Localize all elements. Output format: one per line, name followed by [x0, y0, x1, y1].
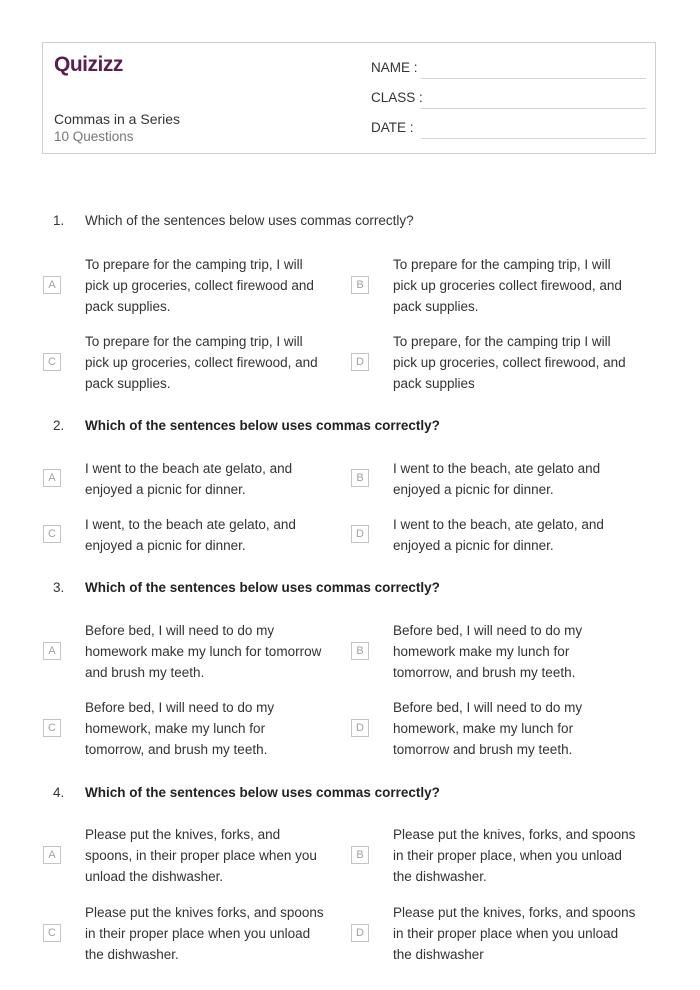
option-text-line: in their proper place when you unload — [393, 926, 619, 941]
option-d-marker[interactable]: D — [351, 525, 369, 543]
option-text-line: Please put the knives, forks, and spoons — [393, 827, 636, 842]
option-text-line: enjoyed a picnic for dinner. — [393, 538, 554, 553]
option-b-marker[interactable]: B — [351, 276, 369, 294]
option-text-line: pick up groceries, collect firewood, and — [85, 355, 318, 370]
option-text-line: tomorrow and brush my teeth. — [393, 742, 573, 757]
option-text-line: Please put the knives forks, and spoons — [85, 905, 324, 920]
option-text-line: To prepare, for the camping trip I will — [393, 334, 611, 349]
option-c-marker[interactable]: C — [43, 525, 61, 543]
option-text-line: homework, make my lunch for — [393, 721, 574, 736]
option-d-text — [393, 902, 635, 965]
question-number: 1. — [53, 213, 65, 228]
option-text-line: To prepare for the camping trip, I will — [393, 257, 611, 272]
option-text-line: Before bed, I will need to do my — [393, 623, 583, 638]
option-text-line: pick up groceries, collect firewood, and — [393, 355, 626, 370]
option-text-line: the dishwasher — [393, 947, 484, 962]
option-text-line: homework, make my lunch for — [85, 721, 266, 736]
option-text-line: unload the dishwasher. — [85, 869, 224, 884]
question-text: Which of the sentences below uses commas correctly? — [85, 213, 414, 228]
option-b-marker[interactable]: B — [351, 469, 369, 487]
quizizz-logo: Quizizz — [54, 53, 123, 76]
question-text: Which of the sentences below uses commas correctly? — [85, 785, 440, 800]
option-text-line: I went, to the beach ate gelato, and — [85, 517, 296, 532]
option-b-marker[interactable]: B — [351, 642, 369, 660]
option-text-line: enjoyed a picnic for dinner. — [85, 482, 246, 497]
question-number: 2. — [53, 418, 65, 433]
option-d-text — [393, 331, 626, 394]
option-text-line: Please put the knives, forks, and spoons — [393, 905, 636, 920]
date-field[interactable] — [421, 138, 646, 139]
option-text-line: pack supplies. — [85, 376, 171, 391]
option-a-text — [85, 824, 317, 887]
class-label: CLASS : — [371, 90, 423, 105]
option-b-text — [393, 824, 635, 887]
option-text-line: in their proper place when you unload — [85, 926, 311, 941]
name-field[interactable] — [421, 78, 646, 79]
option-a-text — [85, 458, 292, 500]
option-c-text — [85, 697, 274, 760]
option-text-line: To prepare for the camping trip, I will — [85, 257, 303, 272]
worksheet-title: Commas in a Series — [54, 111, 181, 127]
option-c-marker[interactable]: C — [43, 924, 61, 942]
date-label: DATE : — [371, 120, 414, 135]
question-number: 3. — [53, 580, 65, 595]
option-b-text — [393, 620, 582, 683]
option-text-line: enjoyed a picnic for dinner. — [393, 482, 554, 497]
option-a-text — [85, 254, 314, 317]
option-d-text — [393, 514, 604, 556]
option-text-line: Before bed, I will need to do my — [85, 700, 275, 715]
option-text-line: Please put the knives, forks, and — [85, 827, 281, 842]
worksheet-header — [42, 42, 656, 154]
option-c-text — [85, 514, 296, 556]
option-a-text — [85, 620, 321, 683]
option-text-line: tomorrow, and brush my teeth. — [85, 742, 268, 757]
option-a-marker[interactable]: A — [43, 642, 61, 660]
option-text-line: homework make my lunch for tomorrow — [85, 644, 322, 659]
option-text-line: and brush my teeth. — [85, 665, 205, 680]
option-d-marker[interactable]: D — [351, 924, 369, 942]
option-d-marker[interactable]: D — [351, 353, 369, 371]
option-text-line: the dishwasher. — [85, 947, 179, 962]
option-text-line: pack supplies. — [85, 299, 171, 314]
option-c-marker[interactable]: C — [43, 353, 61, 371]
option-a-marker[interactable]: A — [43, 469, 61, 487]
option-text-line: pack supplies — [393, 376, 475, 391]
name-label: NAME : — [371, 60, 418, 75]
option-c-text — [85, 902, 324, 965]
option-b-text — [393, 254, 622, 317]
option-a-marker[interactable]: A — [43, 276, 61, 294]
option-text-line: Before bed, I will need to do my — [85, 623, 275, 638]
question-text: Which of the sentences below uses commas correctly? — [85, 418, 440, 433]
option-d-marker[interactable]: D — [351, 719, 369, 737]
option-text-line: enjoyed a picnic for dinner. — [85, 538, 246, 553]
option-text-line: pick up groceries collect firewood, and — [393, 278, 622, 293]
option-b-text — [393, 458, 600, 500]
option-text-line: tomorrow, and brush my teeth. — [393, 665, 576, 680]
option-text-line: the dishwasher. — [393, 869, 487, 884]
option-text-line: pick up groceries, collect firewood and — [85, 278, 314, 293]
option-text-line: Before bed, I will need to do my — [393, 700, 583, 715]
option-text-line: I went to the beach, ate gelato, and — [393, 517, 604, 532]
option-c-text — [85, 331, 318, 394]
question-text: Which of the sentences below uses commas correctly? — [85, 580, 440, 595]
option-d-text — [393, 697, 582, 760]
question-count: 10 Questions — [54, 129, 134, 144]
option-text-line: in their proper place, when you unload — [393, 848, 622, 863]
option-a-marker[interactable]: A — [43, 846, 61, 864]
option-text-line: To prepare for the camping trip, I will — [85, 334, 303, 349]
option-text-line: I went to the beach, ate gelato and — [393, 461, 601, 476]
option-b-marker[interactable]: B — [351, 846, 369, 864]
question-number: 4. — [53, 785, 65, 800]
option-c-marker[interactable]: C — [43, 719, 61, 737]
option-text-line: pack supplies. — [393, 299, 479, 314]
option-text-line: homework make my lunch for — [393, 644, 570, 659]
class-field[interactable] — [421, 108, 646, 109]
option-text-line: I went to the beach ate gelato, and — [85, 461, 293, 476]
option-text-line: spoons, in their proper place when you — [85, 848, 317, 863]
